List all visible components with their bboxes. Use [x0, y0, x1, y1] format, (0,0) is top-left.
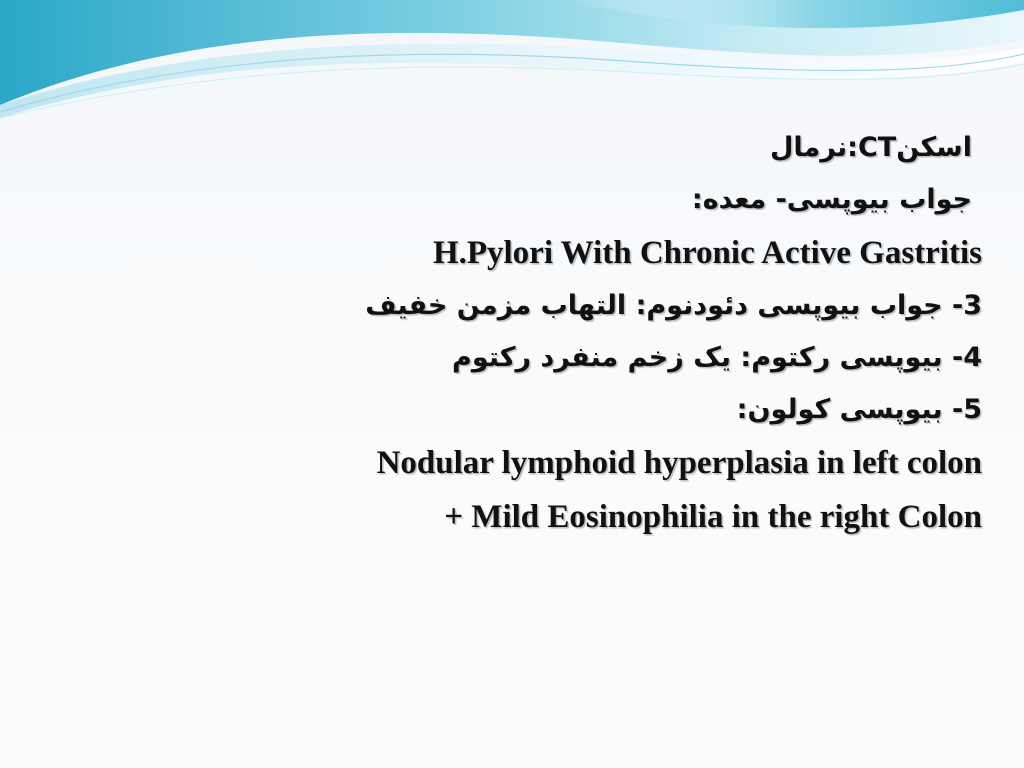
header-wave-decoration: [0, 0, 1024, 130]
rectum-biopsy-line: 4- بیوپسی رکتوم: یک زخم منفرد رکتوم: [452, 342, 982, 373]
slide-content: [40, 122, 982, 544]
colon-biopsy-line: 5- بیوپسی کولون:: [736, 394, 982, 425]
duodenum-biopsy-line: 3- جواب بیوپسی دئودنوم: التهاب مزمن خفیف: [365, 290, 982, 321]
stomach-biopsy-line: جواب بیوپسی- معده:: [691, 184, 972, 215]
colon-biopsy-result-1: Nodular lymphoid hyperplasia in left colon: [376, 445, 982, 481]
ct-scan-line: اسکنCT:نرمال: [769, 132, 972, 163]
colon-biopsy-result-2: + Mild Eosinophilia in the right Colon: [444, 499, 982, 535]
stomach-biopsy-result: H.Pylori With Chronic Active Gastritis: [432, 235, 982, 271]
